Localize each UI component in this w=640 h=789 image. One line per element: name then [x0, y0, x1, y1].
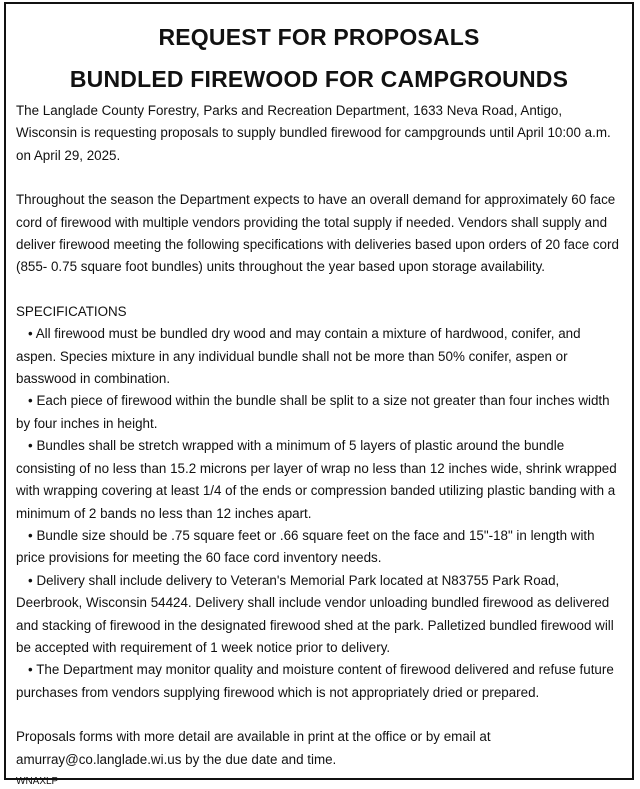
- legal-notice: [4, 2, 634, 787]
- spec-item-text: Each piece of firewood within the bundle shall be split to a size not greater than four inches width by four inches in height.: [16, 393, 610, 431]
- spec-item: [16, 570, 622, 660]
- notice-title-line-2: BUNDLED FIREWOOD FOR CAMPGROUNDS: [69, 66, 569, 92]
- bullet-icon: •: [28, 527, 33, 543]
- spec-item: [16, 390, 622, 435]
- spec-item: [16, 525, 622, 570]
- spec-item-text: The Department may monitor quality and moisture content of firewood delivered and refuse future purchases from vendors supplying firewood which is not appropriately dried or prepared.: [16, 662, 614, 700]
- bullet-icon: •: [28, 662, 33, 678]
- spec-item: [16, 435, 622, 525]
- spec-item: [16, 659, 622, 704]
- spec-item-text: Bundles shall be stretch wrapped with a minimum of 5 layers of plastic around the bundle consisting of no less than 15.2 microns per layer of wrap no less than 12 inches wide, shrink wrapped with wrapping covering at least 1/4 of the ends or compression banded utilizing plastic banding with a minimum of 2 bands no less than 12 inches apart.: [16, 438, 617, 521]
- notice-title-line-1: REQUEST FOR PROPOSALS: [158, 24, 480, 50]
- demand-paragraph: Throughout the season the Department expects to have an overall demand for approximately 60 face cord of firewood with multiple vendors providing the total supply if needed. Vendors shall supply and deliver firewood meeting the following specifications with deliveries based upon orders of 20 face cord (855- 0.75 square foot bundles) units throughout the year based upon storage availability.: [16, 192, 619, 275]
- intro-paragraph: The Langlade County Forestry, Parks and Recreation Department, 1633 Neva Road, Antigo, Wisconsin is requesting proposals to supply bundled firewood for campgrounds until April 10:00 a.m. on April 29, 2025.: [16, 103, 611, 163]
- notice-body: [16, 100, 622, 771]
- specifications-heading: SPECIFICATIONS: [16, 303, 127, 319]
- bullet-icon: •: [28, 393, 33, 409]
- bullet-icon: •: [28, 326, 33, 342]
- spec-item-text: All firewood must be bundled dry wood and may contain a mixture of hardwood, conifer, and aspen. Species mixture in any individual bundle shall not be more than 50% conifer, aspen or basswood in combination.: [16, 326, 581, 387]
- publication-code: WNAXLP: [16, 775, 59, 787]
- bullet-icon: •: [28, 572, 33, 588]
- spec-item: [16, 323, 622, 390]
- spec-item-text: Delivery shall include delivery to Veteran's Memorial Park located at N83755 Park Road, Deerbrook, Wisconsin 54424. Delivery shall include vendor unloading bundled firewood as delivered and stacking of firewood in the designated firewood shed at the park. Palletized bundled firewood will be accepted with requirement of 1 week notice prior to delivery.: [16, 572, 614, 655]
- bullet-icon: •: [28, 438, 33, 454]
- closing-paragraph: Proposals forms with more detail are available in print at the office or by email at amurray@co.langlade.wi.us by the due date and time.: [16, 729, 491, 767]
- spec-item-text: Bundle size should be .75 square feet or .66 square feet on the face and 15"-18" in length with price provisions for meeting the 60 face cord inventory needs.: [16, 527, 595, 566]
